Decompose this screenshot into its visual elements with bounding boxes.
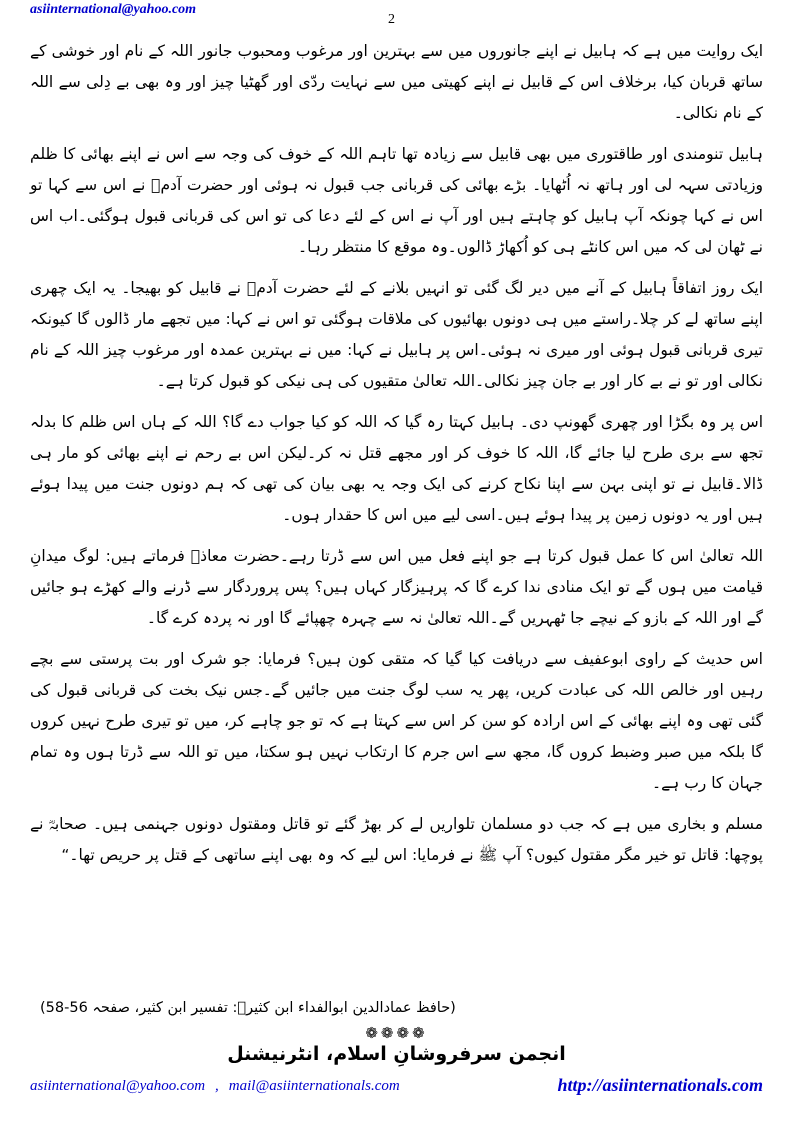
header-email[interactable]: asiinternational@yahoo.com (30, 2, 197, 17)
footer-email-1[interactable]: asiinternational@yahoo.com (30, 1078, 206, 1094)
page-number: 2 (388, 12, 395, 27)
ornament-divider: ❁❁❁❁ (365, 1024, 428, 1042)
citation: (حافظ عمادالدین ابوالفداء ابن کثیرؒ: تفسیر ابن کثیر، صفحہ 56-58) (40, 1000, 456, 1016)
article-body (30, 36, 763, 881)
footer-email-2[interactable]: mail@asiinternationals.com (228, 1078, 400, 1094)
paragraph-5: اللہ تعالیٰ اس کا عمل قبول کرتا ہے جو اپنے فعل میں اس سے ڈرتا رہے۔حضرت معاذؓ فرماتے ہیں: لوگ میدانِ قیامت میں ہوں گے تو ایک منادی ندا کرے گا کہ پرہیزگار کہاں ہیں؟ پس پروردگار سے ڈرنے والے کھڑے ہو جائیں گے اور اللہ کے بازو کے نیچے جا ٹھہریں گے۔اللہ تعالیٰ نہ سے چہرہ چھپائے گا اور نہ پردہ کرے گا۔ (30, 547, 763, 627)
footer-separator: , (215, 1078, 219, 1094)
paragraph-6: اس حدیث کے راوی ابوعفیف سے دریافت کیا گیا کہ متقی کون ہیں؟ فرمایا: جو شرک اور بت پرستی سے بچے رہیں اور خالص اللہ کی عبادت کریں، پھر یہ سب لوگ جنت میں جائیں گے۔جس نیک بخت کی قربانی قبول کی گئی تھی وہ اپنے بھائی کے اس ارادہ کو سن کر اس سے کہتا ہے کہ تو جو چاہے کر، میں تو تیری طرح نہیں کروں گا بلکہ میں صبر وضبط کروں گا، مجھ سے اس جرم کا ارتکاب نہیں ہو سکتا، میں تو اللہ سے ڈرتا ہوں وہ تمام جہان کا رب ہے۔ (30, 650, 763, 792)
footer-emails (30, 1078, 400, 1095)
paragraph-4: اس پر وہ بگڑا اور چھری گھونپ دی۔ ہابیل کہتا رہ گیا کہ اللہ کو کیا جواب دے گا؟ اللہ کے ہاں اس ظلم کا بدلہ تجھ سے بری طرح لیا جائے گا، اللہ کا خوف کر اور مجھے قتل نہ کر۔لیکن اس بے رحم نے اپنے بھائی کو مار ہی ڈالا۔قابیل نے تو اپنی بہن سے اپنا نکاح کرنے کی ایک وجہ یہ بھی بیان کی تھی کہ ہم دونوں جنت میں پیدا ہوئے ہیں اور یہ دونوں زمین پر پیدا ہوئے ہیں۔اسی لیے میں اس کا حقدار ہوں۔ (30, 413, 763, 524)
paragraph-3: ایک روز اتفاقاً ہابیل کے آنے میں دیر لگ گئی تو انہیں بلانے کے لئے حضرت آدمؑ نے قابیل کو بھیجا۔ یہ ایک چھری اپنے ساتھ لے کر چلا۔راستے میں ہی دونوں بھائیوں کی ملاقات ہوگئی تو اس نے کہا: میں تجھے مار ڈالوں گا کیونکہ تیری قربانی قبول ہوئی اور میری نہ ہوئی۔اس پر ہابیل نے کہا: میں نے بہترین عمدہ اور مرغوب چیز اللہ کے نام نکالی اور تو نے بے کار اور بے جان چیز نکالی۔اللہ تعالیٰ متقیوں کی ہی نیکی کو قبول کرتا ہے۔ (30, 279, 763, 390)
paragraph-2: ہابیل تنومندی اور طاقتوری میں بھی قابیل سے زیادہ تھا تاہم اللہ کے خوف کی وجہ سے اس نے اپنے بھائی کا ظلم وزیادتی سہہ لی اور ہاتھ نہ اُٹھایا۔ بڑے بھائی کی قربانی جب قبول نہ ہوئی اور حضرت آدمؑ نے اس سے کہا تو اس نے کہا چونکہ آپ ہابیل کو چاہتے ہیں اور آپ نے اس کے لئے دعا کی تو اس کی قربانی قبول ہوگئی۔اب اس نے ٹھان لی کہ میں اس کانٹے ہی کو اُکھاڑ ڈالوں۔وہ موقع کا منتظر رہا۔ (30, 145, 763, 256)
paragraph-7: مسلم و بخاری میں ہے کہ جب دو مسلمان تلواریں لے کر بھڑ گئے تو قاتل ومقتول دونوں جہنمی ہیں۔ صحابہؓ نے پوچھا: قاتل تو خیر مگر مقتول کیوں؟ آپ ﷺ نے فرمایا: اس لیے کہ وہ بھی اپنے ساتھی کے قتل پر حریص تھا۔“ (30, 815, 763, 864)
organization-name: انجمن سرفروشانِ اسلام، انٹرنیشنل (227, 1043, 566, 1065)
footer-website-link[interactable]: http://asiinternationals.com (557, 1075, 763, 1095)
footer (0, 1072, 793, 1112)
paragraph-1: ایک روایت میں ہے کہ ہابیل نے اپنے جانوروں میں سے بہترین اور مرغوب ومحبوب جانور اللہ کے نام اور خوشی کے ساتھ قربان کیا، برخلاف اس کے قابیل نے اپنے کھیتی میں سے نہایت ردّی اور گھٹیا چیز اور وہ بھی بے دِلی سے اللہ کے نام نکالی۔ (30, 42, 763, 122)
